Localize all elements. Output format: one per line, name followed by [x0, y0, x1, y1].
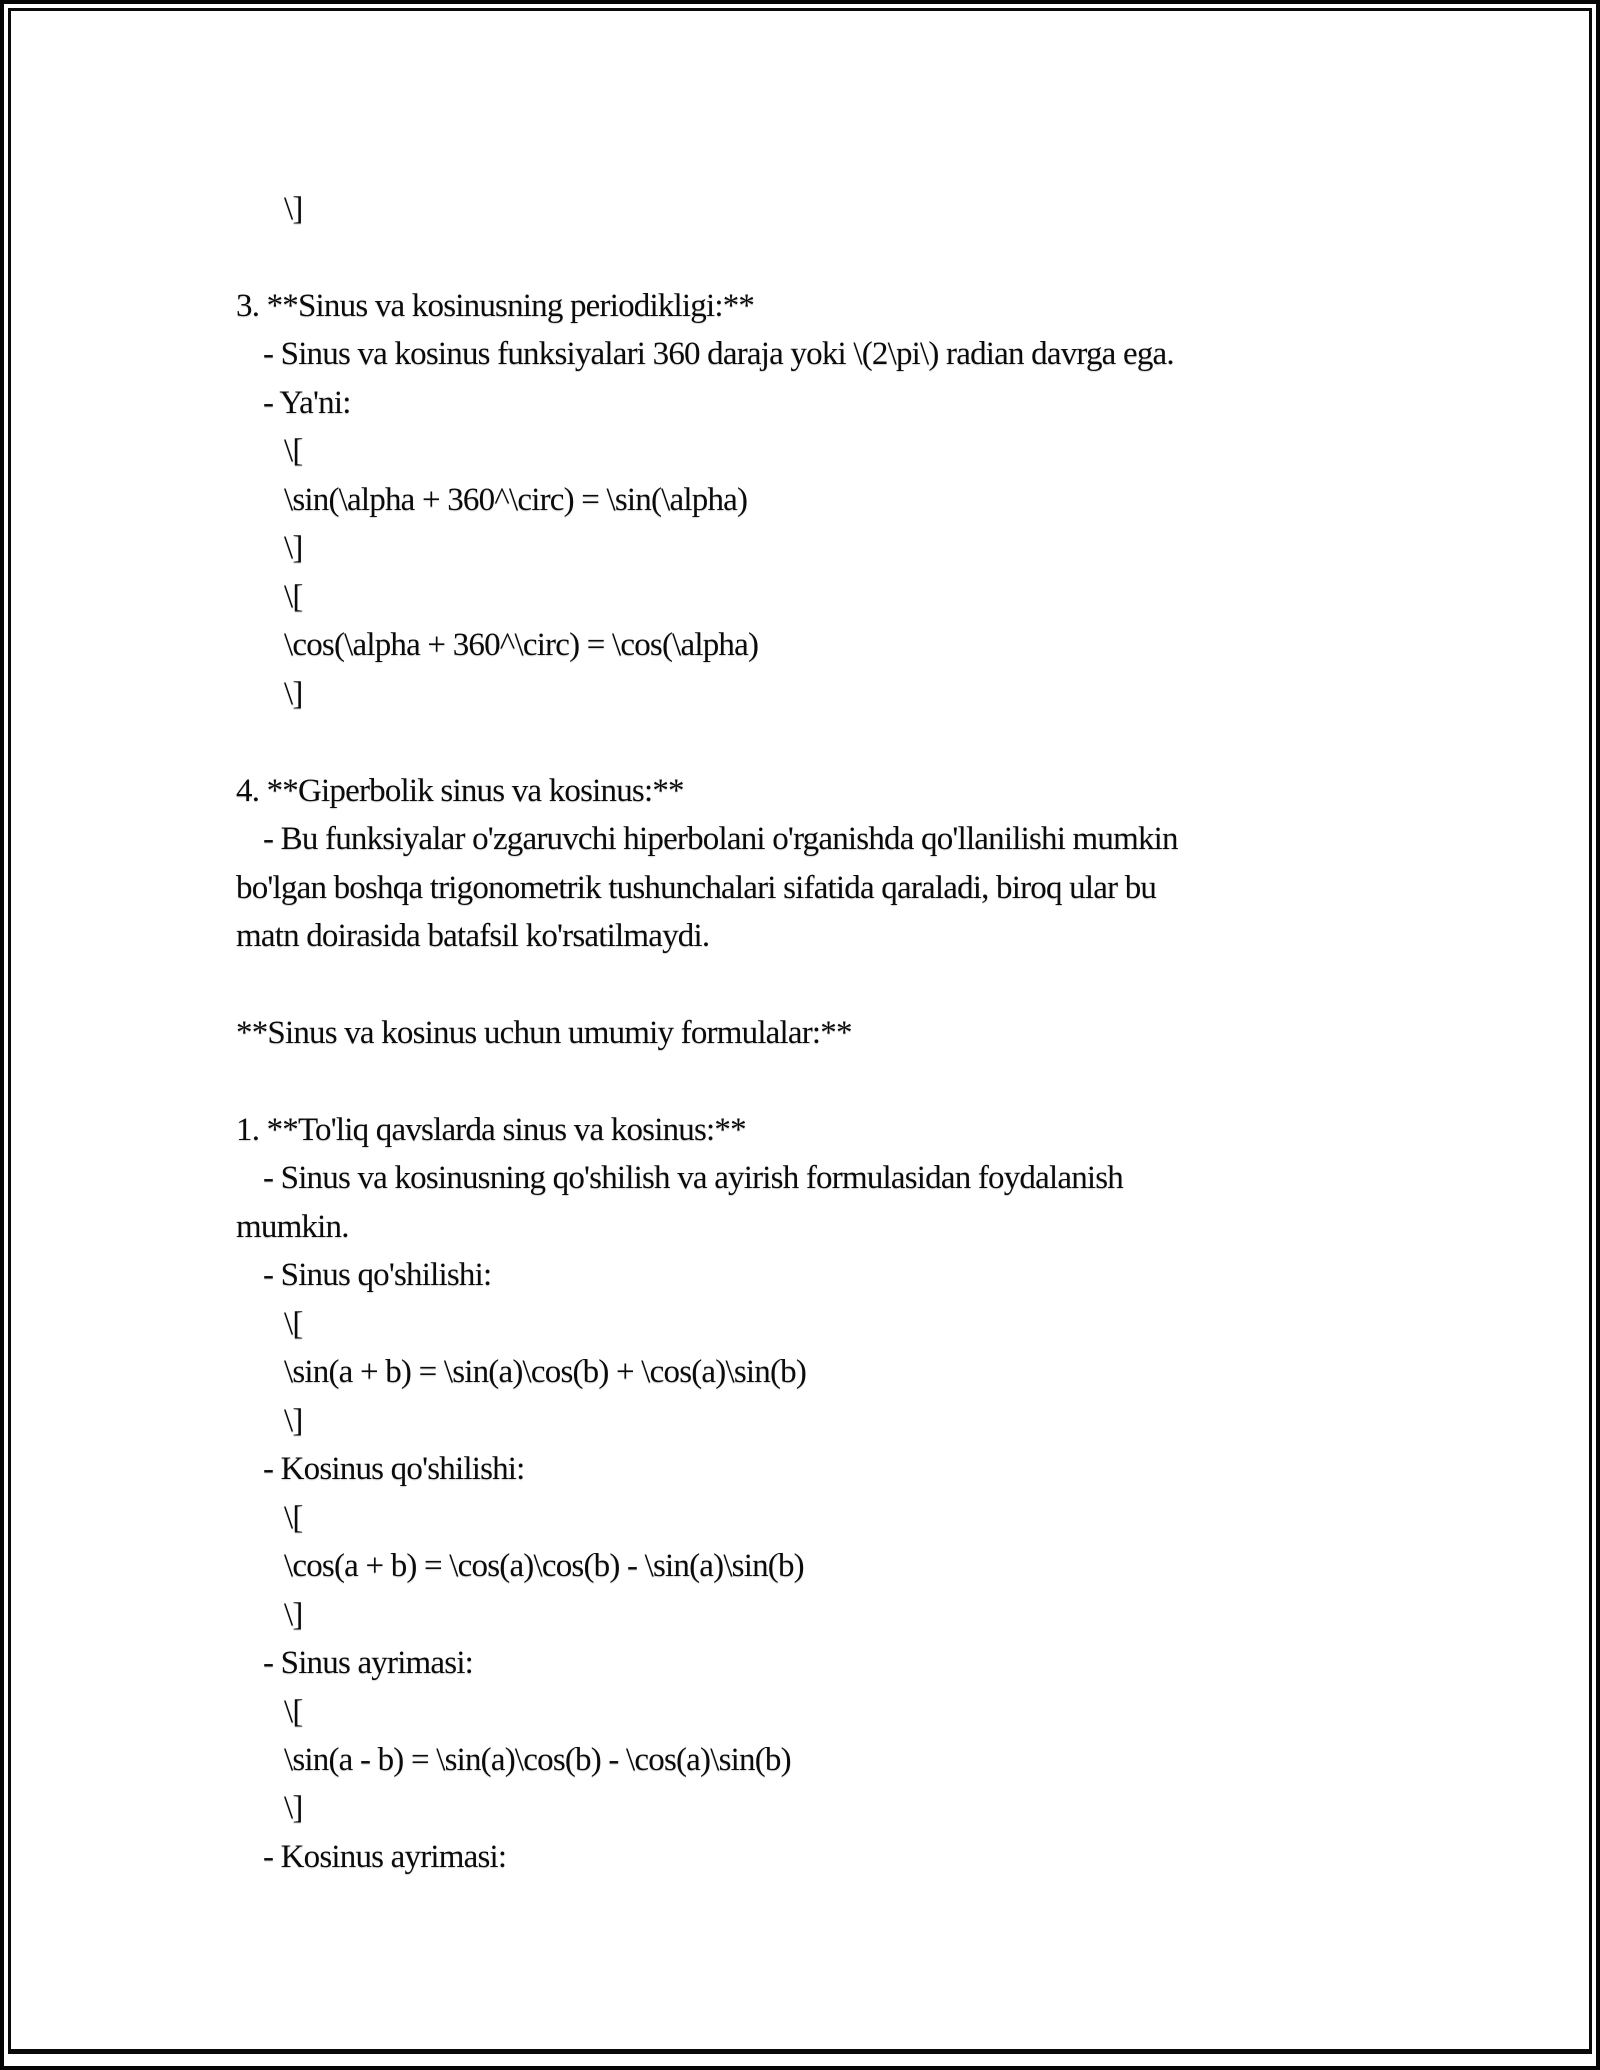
doc-line: - Sinus va kosinus funksiyalari 360 daraja yoki \(2\pi\) radian davrga ega.: [263, 336, 1174, 373]
doc-line: - Sinus qo'shilishi:: [263, 1257, 492, 1294]
doc-line: - Kosinus ayrimasi:: [263, 1838, 507, 1875]
document-page-inner-frame: [8, 8, 1592, 2054]
doc-line: - Sinus ayrimasi:: [263, 1645, 474, 1682]
doc-line: - Ya'ni:: [263, 384, 351, 421]
doc-line: - Bu funksiyalar o'zgaruvchi hiperbolani o'rganishda qo'llanilishi mumkin: [263, 821, 1178, 858]
doc-line: \[: [284, 1305, 303, 1342]
doc-line: - Kosinus qo'shilishi:: [263, 1451, 525, 1488]
doc-line: \]: [284, 1790, 303, 1827]
document-text-body: [11, 11, 1589, 2049]
doc-line: 3. **Sinus va kosinusning periodikligi:**: [236, 287, 755, 324]
doc-line: \[: [284, 1499, 303, 1536]
doc-line: \cos(\alpha + 360^\circ) = \cos(\alpha): [284, 627, 759, 664]
doc-line: \sin(a - b) = \sin(a)\cos(b) - \cos(a)\sin(b): [284, 1742, 791, 1778]
doc-line: [236, 233, 1589, 281]
doc-line: 4. **Giperbolik sinus va kosinus:**: [236, 772, 684, 809]
doc-line: \]: [284, 1402, 303, 1439]
doc-line: \]: [284, 1596, 303, 1633]
doc-line: mumkin.: [236, 1208, 349, 1245]
doc-line: \]: [284, 191, 303, 227]
doc-line: \[: [284, 433, 303, 470]
doc-line: [236, 1057, 1589, 1105]
doc-line: \sin(a + b) = \sin(a)\cos(b) + \cos(a)\sin(b): [284, 1354, 807, 1391]
doc-line: bo'lgan boshqa trigonometrik tushunchalari sifatida qaraladi, biroq ular bu: [236, 869, 1157, 906]
doc-line: \[: [284, 1693, 303, 1730]
doc-line: - Sinus va kosinusning qo'shilish va ayirish formulasidan foydalanish: [263, 1160, 1124, 1197]
doc-line: [236, 961, 1589, 1009]
doc-line: \[: [284, 578, 303, 615]
doc-line: \sin(\alpha + 360^\circ) = \sin(\alpha): [284, 481, 748, 518]
doc-line: [236, 718, 1589, 766]
doc-line: matn doirasida batafsil ko'rsatilmaydi.: [236, 918, 710, 955]
doc-line: \]: [284, 530, 303, 567]
doc-line: **Sinus va kosinus uchun umumiy formulalar:**: [236, 1014, 852, 1051]
doc-line: \cos(a + b) = \cos(a)\cos(b) - \sin(a)\sin(b): [284, 1548, 804, 1585]
doc-line: \]: [284, 675, 303, 712]
doc-line: 1. **To'liq qavslarda sinus va kosinus:**: [236, 1111, 746, 1148]
